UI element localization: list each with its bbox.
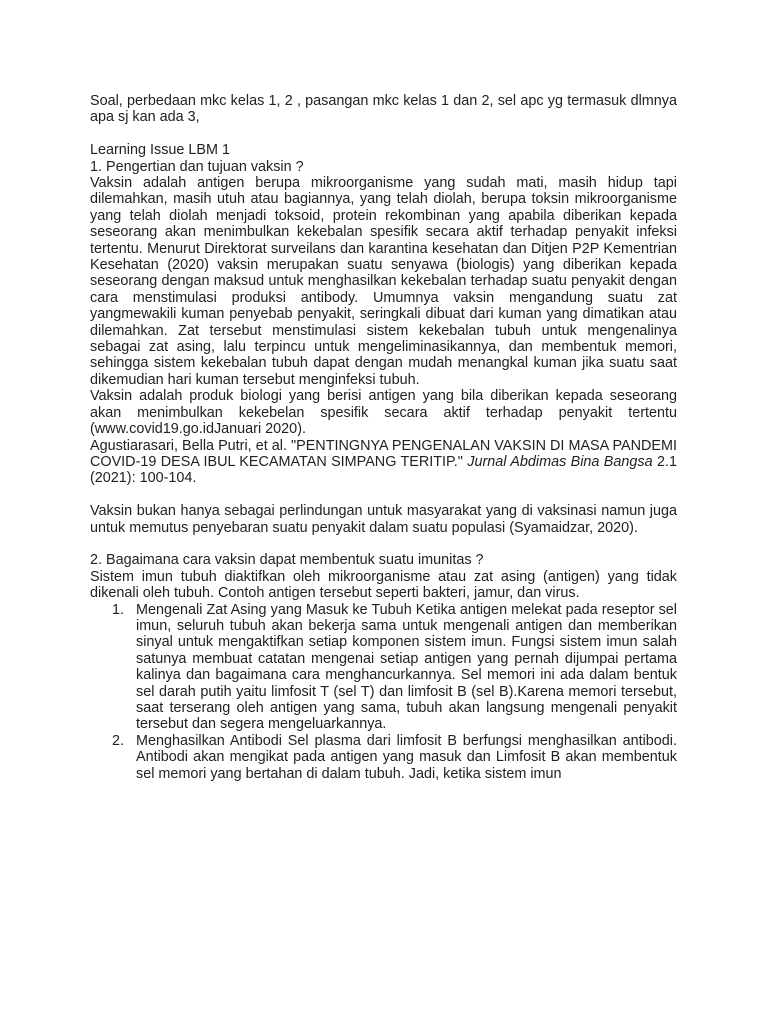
citation-journal: Jurnal Abdimas Bina Bangsa: [467, 453, 653, 470]
citation-tail: 2.1 (2021): 100-104.: [90, 453, 677, 487]
intro-line: Soal, perbedaan mkc kelas 1, 2 , pasangan mkc kelas 1 dan 2, sel apc yg termasuk dlmnya apa sj kan ada 3,: [90, 93, 677, 126]
answer-1-paragraph-2: Vaksin adalah produk biologi yang berisi antigen yang bila diberikan kepada seseorang akan menimbulkan kekebelan spesifik secara aktif terhadap penyakit tertentu (www.covid19.go.idJanuari 2020).: [90, 388, 677, 438]
list-item-text: Menghasilkan Antibodi Sel plasma dari limfosit B berfungsi menghasilkan antibodi. Antibodi akan mengikat pada antigen yang masuk dan Limfosit B akan membentuk sel memori yang bertahan di dalam tubuh. Jadi, ketika sistem imun: [136, 732, 677, 782]
question-2: 2. Bagaimana cara vaksin dapat membentuk suatu imunitas ?: [90, 552, 484, 569]
spacer: [90, 487, 677, 503]
spacer: [90, 536, 677, 552]
answer-2-intro: Sistem imun tubuh diaktifkan oleh mikroorganisme atau zat asing (antigen) yang tidak dikenali oleh tubuh. Contoh antigen tersebut seperti bakteri, jamur, dan virus.: [90, 568, 677, 602]
document-page: [90, 93, 677, 782]
learning-issue-title: Learning Issue LBM 1: [90, 142, 230, 159]
spacer: [90, 126, 677, 142]
question-1: 1. Pengertian dan tujuan vaksin ?: [90, 158, 304, 175]
list-item-text: Mengenali Zat Asing yang Masuk ke Tubuh Ketika antigen melekat pada reseptor sel imun, seluruh tubuh akan bekerja sama untuk mengenali antigen dan memberikan sinyal untuk mengaktifkan setiap komponen sistem imun. Fungsi sistem imun salah satunya membuat catatan mengenai setiap antigen yang pernah dijumpai pertama kalinya dan bagaimana cara menghancurkannya. Sel memori ini ada dalam bentuk sel darah putih yaitu limfosit T (sel T) dan limfosit B (sel B).Karena memori tersebut, saat terserang oleh antigen yang sama, tubuh akan langsung mengenali penyakit tersebut dan segera mengeluarkannya.: [136, 601, 677, 733]
answer-1-paragraph-1: Vaksin adalah antigen berupa mikroorganisme yang sudah mati, masih hidup tapi dilemahkan, masih utuh atau bagiannya, yang telah diolah, berupa toksin mikroorganisme yang telah diolah menjadi toksoid, protein rekombinan yang apabila diberikan kepada seseorang akan menimbulkan kekebalan spesifik secara aktif terhadap penyakit infeksi tertentu. Menurut Direktorat surveilans dan karantina kesehatan dan Ditjen P2P Kementrian Kesehatan (2020) vaksin merupakan suatu senyawa (biologis) yang diberikan kepada seseorang dengan maksud untuk menghasilkan kekebalan terhadap suatu penyakit dengan cara menstimulasi produksi antibody. Umumnya vaksin mengandung suatu zat yangmewakili kuman penyebab penyakit, seringkali dibuat dari kuman yang dimatikan atau dilemahkan. Zat tersebut menstimulasi sistem kekebalan tubuh untuk mengenalinya sebagai zat asing, lalu terpincu untuk mengeliminasikannya, dan membentuk memori, sehingga sistem kekebalan tubuh dapat dengan mudah menangkal kuman jika suatu saat dikemudian hari kuman tersebut menginfeksi tubuh.: [90, 175, 677, 388]
list-item-number: 2.: [112, 732, 125, 749]
list-item: [90, 602, 677, 733]
list-item: [90, 733, 677, 782]
citation: [90, 438, 677, 487]
list-item-number: 1.: [112, 601, 125, 618]
citation-main: Agustiarasari, Bella Putri, et al. "PENTINGNYA PENGENALAN VAKSIN DI MASA PANDEMI COVID-19 DESA IBUL KECAMATAN SIMPANG TERITIP.": [90, 437, 677, 470]
answer-2-list: [90, 602, 677, 782]
answer-1-paragraph-3: Vaksin bukan hanya sebagai perlindungan untuk masyarakat yang di vaksinasi namun juga untuk memutus penyebaran suatu penyakit dalam suatu populasi (Syamaidzar, 2020).: [90, 503, 677, 536]
